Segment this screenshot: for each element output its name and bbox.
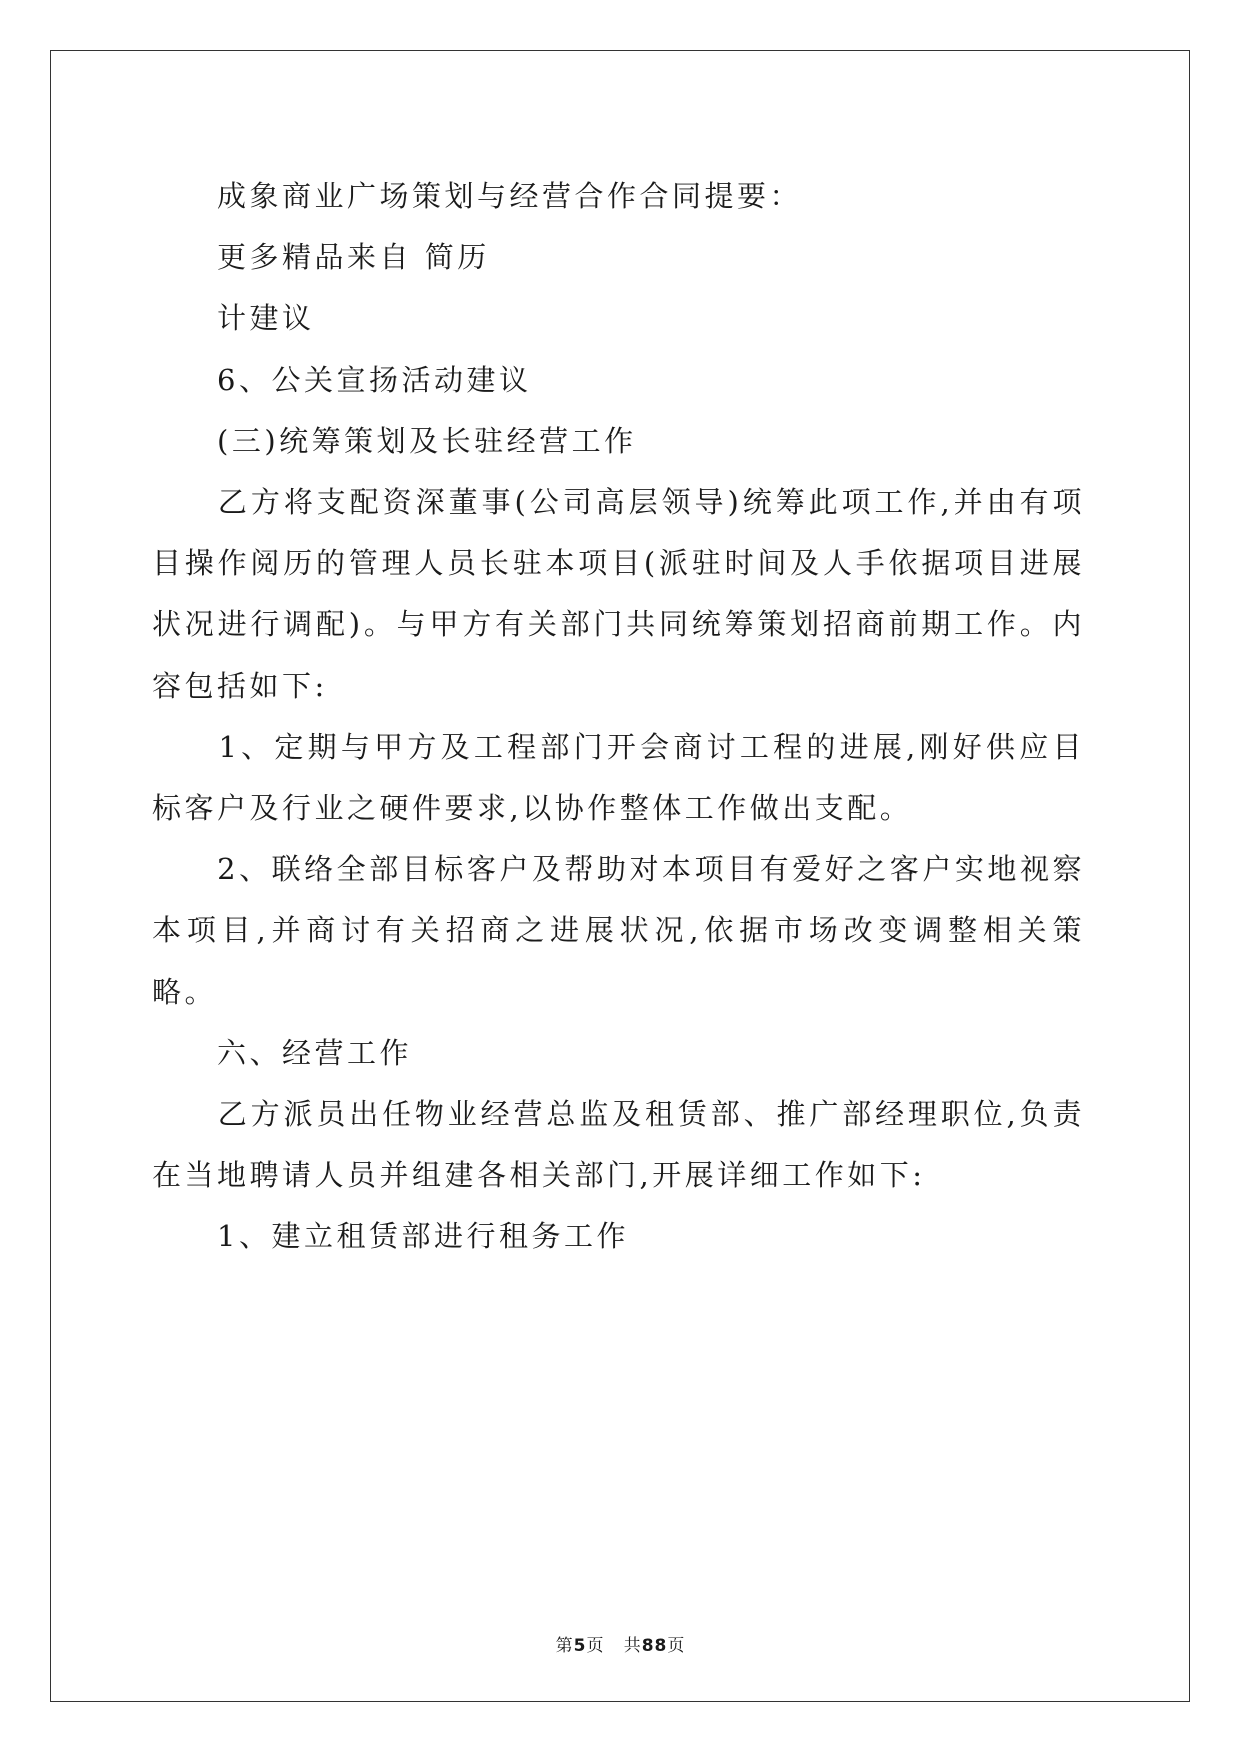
document-body (152, 166, 1085, 1268)
footer-page-suffix: 页 (586, 1636, 605, 1656)
paragraph: 六、经营工作 (152, 1035, 413, 1070)
total-pages: 88 (641, 1636, 668, 1656)
footer-total-prefix: 共 (623, 1636, 642, 1656)
paragraph: 乙方将支配资深董事(公司高层领导)统筹此项工作,并由有项目操作阅历的管理人员长驻本项目(派驻时间及人手依据项目进展状况进行调配)。与甲方有关部门共同统筹策划招商前期工作。内容包括如下: (152, 485, 1085, 703)
paragraph: 2、联络全部目标客户及帮助对本项目有爱好之客户实地视察本项目,并商讨有关招商之进展状况,依据市场改变调整相关策略。 (152, 852, 1085, 1009)
paragraph: 更多精品来自 简历 (152, 240, 490, 275)
page-footer (0, 1631, 1241, 1656)
paragraph: 6、公关宣扬活动建议 (152, 362, 532, 397)
paragraph: 计建议 (152, 301, 315, 336)
paragraph: 1、定期与甲方及工程部门开会商讨工程的进展,刚好供应目标客户及行业之硬件要求,以协作整体工作做出支配。 (152, 729, 1085, 826)
paragraph: 乙方派员出任物业经营总监及租赁部、推广部经理职位,负责在当地聘请人员并组建各相关部门,开展详细工作如下: (152, 1097, 1085, 1193)
paragraph: (三)统筹策划及长驻经营工作 (152, 423, 637, 458)
page-number: 5 (573, 1636, 587, 1656)
footer-prefix: 第 (555, 1636, 574, 1656)
footer-total-suffix: 页 (667, 1636, 686, 1656)
paragraph: 1、建立租赁部进行租务工作 (152, 1219, 629, 1254)
paragraph: 成象商业广场策划与经营合作合同提要： (152, 179, 803, 213)
